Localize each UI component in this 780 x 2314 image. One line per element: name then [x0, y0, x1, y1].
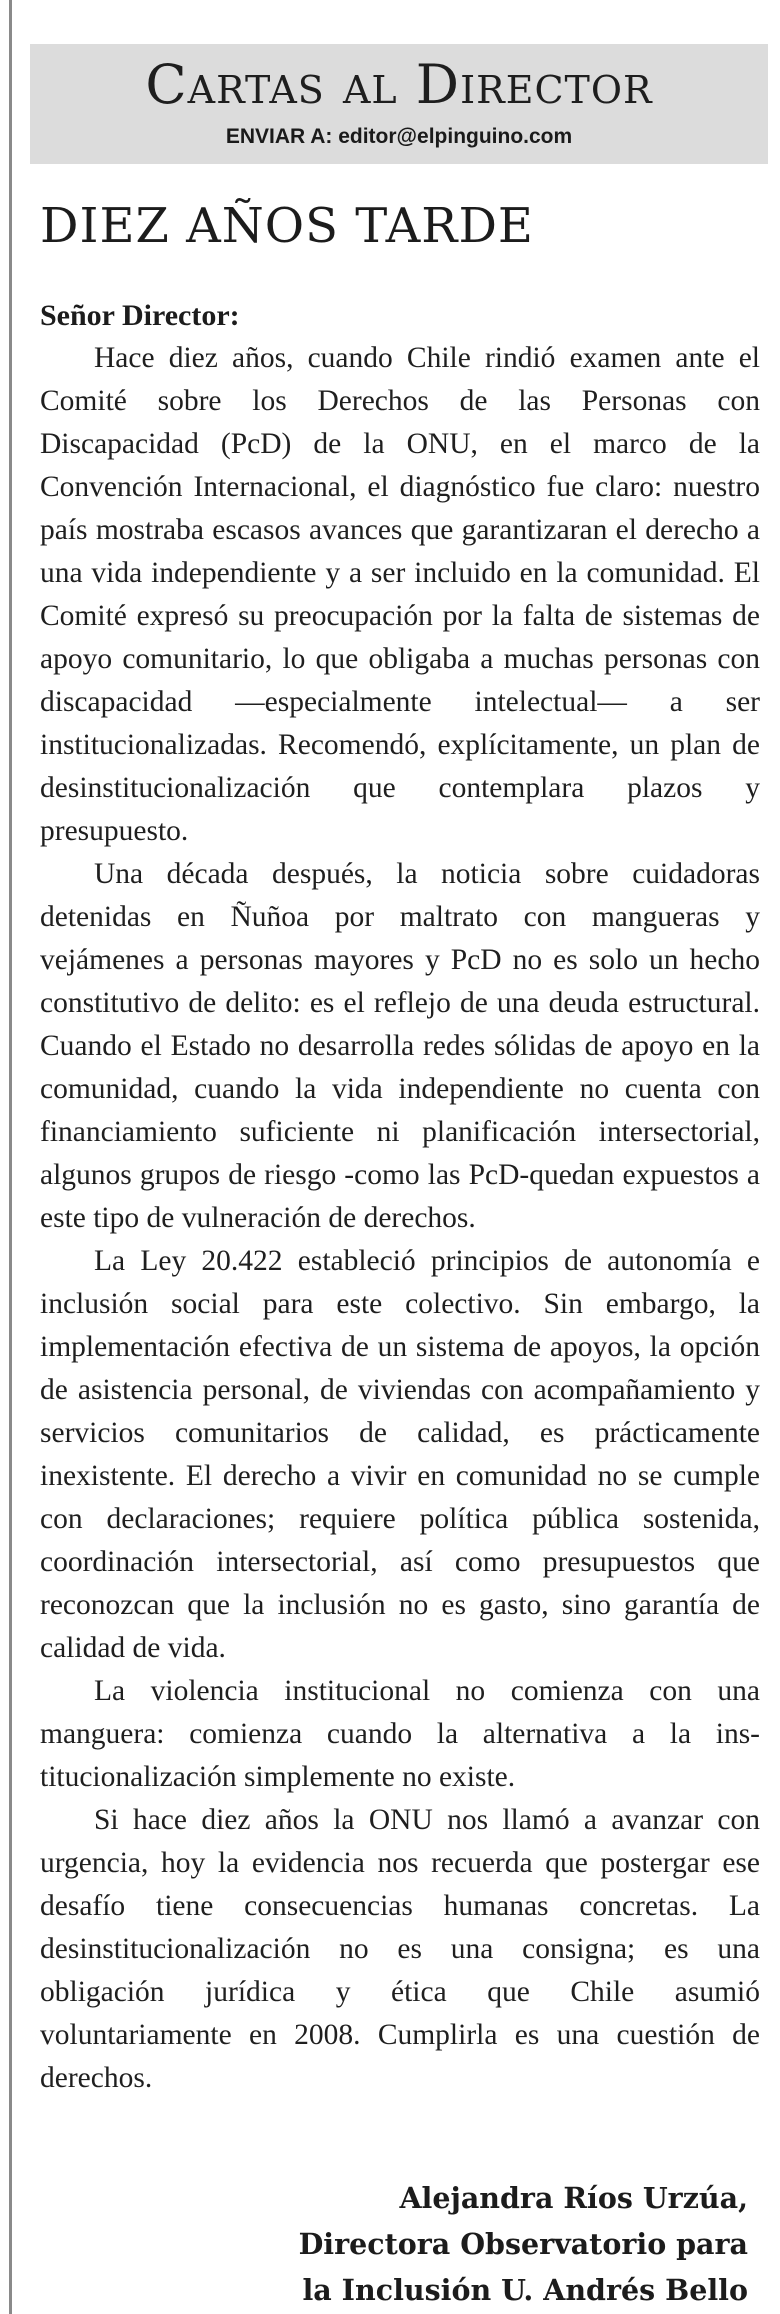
letter-paragraph: La Ley 20.422 estableció principios de autonomía e inclusión social para este colectivo. Sin embargo, la implementación efectiva de un sistema de apoyos, la opción de asistencia personal, de viviendas con acompañamiento y servicios comunitarios de calidad, es prácticamente inexistente. El derecho a vivir en comunidad no se cumple con declaraciones; requiere política pública sostenida, coordinación intersectorial, así como presupuestos que reconozcan que la inclusión no es gasto, sino garantía de calidad de vida.	[40, 1245, 760, 1664]
letter-paragraph: Una década después, la noticia sobre cuidadoras detenidas en Ñuñoa por maltrato con mangueras y vejámenes a personas mayores y PcD no es solo un hecho constitutivo de delito: es el reflejo de una deuda estructural. Cuando el Estado no desarrolla redes sólidas de apoyo en la comunidad, cuando la vida independiente no cuenta con financiamiento suficiente ni planificación intersectorial, algunos grupos de riesgo -como las PcD-quedan expuestos a este tipo de vulneración de derechos.	[40, 858, 760, 1234]
section-header	[30, 44, 768, 164]
send-to-email: ENVIAR A: editor@elpinguino.com	[225, 125, 573, 148]
letter-paragraph: La violencia institucional no comienza con una manguera: comienza cuando la alternativa a la institucionalización simplemente no existe.	[40, 1675, 760, 1793]
letter-headline: DIEZ AÑOS TARDE	[40, 198, 534, 254]
column-rule	[9, 0, 12, 2314]
section-title: Cartas al Director	[145, 53, 653, 116]
letter-paragraph: Hace diez años, cuando Chile rindió examen ante el Comité sobre los Derechos de las Personas con Discapacidad (PcD) de la ONU, en el marco de la Convención Internacional, el diagnóstico fue claro: nuestro país mostraba escasos avances que garantizaran el derecho a una vida independiente y a ser incluido en la comunidad. El Comité expresó su preocupación por la falta de sistemas de apoyo comunitario, lo que obligaba a muchas personas con discapacidad —especialmente intelectual— a ser institucionalizadas. Recomendó, explícitamente, un plan de desinstitucionalización que contemplara plazos y presupuesto.	[40, 342, 760, 847]
letter-salutation: Señor Director:	[40, 299, 240, 332]
letter-body	[40, 337, 760, 2100]
signature-name: Alejandra Ríos Urzúa,	[399, 2181, 748, 2215]
letter-paragraph: Si hace diez años la ONU nos llamó a avanzar con urgencia, hoy la evidencia nos recuerda que postergar ese desafío tiene consecuencias humanas concretas. La desinstitucionalización no es una consigna; es una obligación jurídica y ética que Chile asumió voluntariamente en 2008. Cumplirla es una cuestión de derechos.	[40, 1804, 760, 2094]
signature-role-line: Directora Observatorio para	[298, 2227, 748, 2261]
letter-signature	[299, 2175, 748, 2313]
signature-role-line: la Inclusión U. Andrés Bello	[302, 2273, 748, 2307]
